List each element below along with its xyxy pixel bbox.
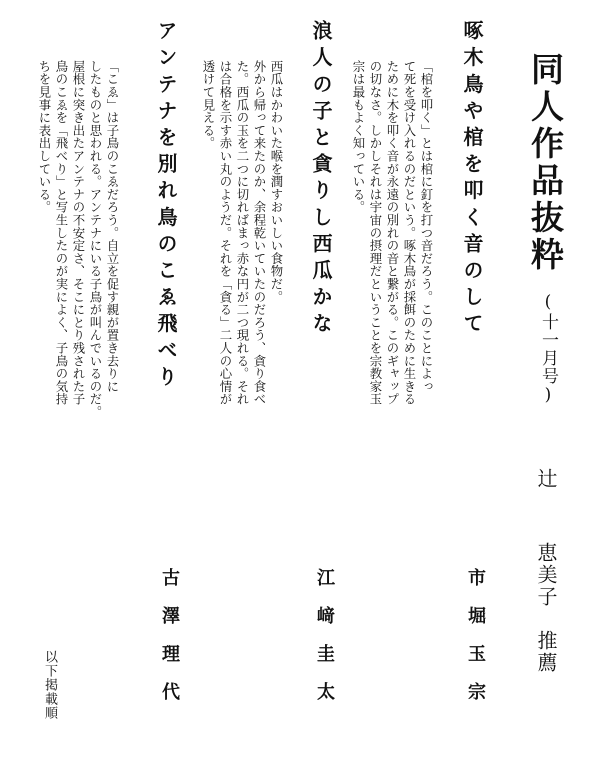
commentary-line: 「棺を叩く」とは棺に釘を打つ音だろう。このことによっ — [419, 60, 434, 393]
author-1: 市堀玉宗 — [465, 568, 486, 720]
commentary-line: ために木を叩く音が永遠の別れの音と繋がる。このギャップ — [385, 60, 400, 406]
author-2: 江﨑圭太 — [314, 568, 335, 720]
recommender-surname: 辻 — [534, 468, 558, 490]
commentary-line: は合格を示す赤い丸のようだ。それを「貪る」二人の心情が — [218, 60, 233, 406]
recommender-given-name: 恵美子 — [534, 542, 558, 608]
commentary-line: た。西瓜の玉を二つに切ればまっ赤な円が二つ現れる。それ — [235, 60, 250, 406]
author-3: 古澤理代 — [159, 568, 180, 720]
commentary-line: て死を受け入れるのだという。啄木鳥が採餌のために生きる — [402, 60, 417, 406]
commentary-2 — [200, 60, 285, 406]
commentary-3 — [36, 60, 121, 418]
commentary-line: 屋根に突き出たアンテナの不安定さ、そこにとり残された子 — [71, 60, 86, 406]
commentary-line: ちを見事に表出している。 — [37, 60, 52, 214]
commentary-line: 透けて見える。 — [201, 60, 216, 150]
issue-label: (十一月号) — [538, 292, 558, 406]
commentary-line: したものと思われる。アンテナにいる子鳥が叫んでいるのだ。 — [88, 60, 103, 419]
commentary-line: 鳥のこゑを「飛べり」と写生したのが実によく、子鳥の気持 — [54, 60, 69, 406]
recommend-label: 推薦 — [534, 630, 558, 674]
haiku-1: 啄木鳥や棺を叩く音のして — [460, 20, 484, 340]
haiku-3: アンテナを別れ鳥のこゑ飛べり — [154, 20, 178, 393]
commentary-line: 宗は最もよく知っている。 — [351, 60, 366, 214]
commentary-line: 「こゑ」は子鳥のこゑだろう。自立を促す親が置き去りに — [105, 60, 120, 393]
haiku-2: 浪人の子と貪りし西瓜かな — [309, 20, 333, 340]
commentary-line: 西瓜はかわいた喉を潤すおいしい食物だ。 — [269, 60, 284, 304]
page-title: 同人作品抜粋 — [526, 52, 565, 274]
commentary-line: の切なさ。しかしそれは宇宙の摂理だということを宗教家玉 — [368, 60, 383, 406]
commentary-1 — [350, 60, 435, 406]
commentary-line: 外から帰って来たのか、余程乾いていたのだろう、貪り食べ — [252, 60, 267, 406]
footnote: 以下掲載順 — [42, 650, 57, 720]
